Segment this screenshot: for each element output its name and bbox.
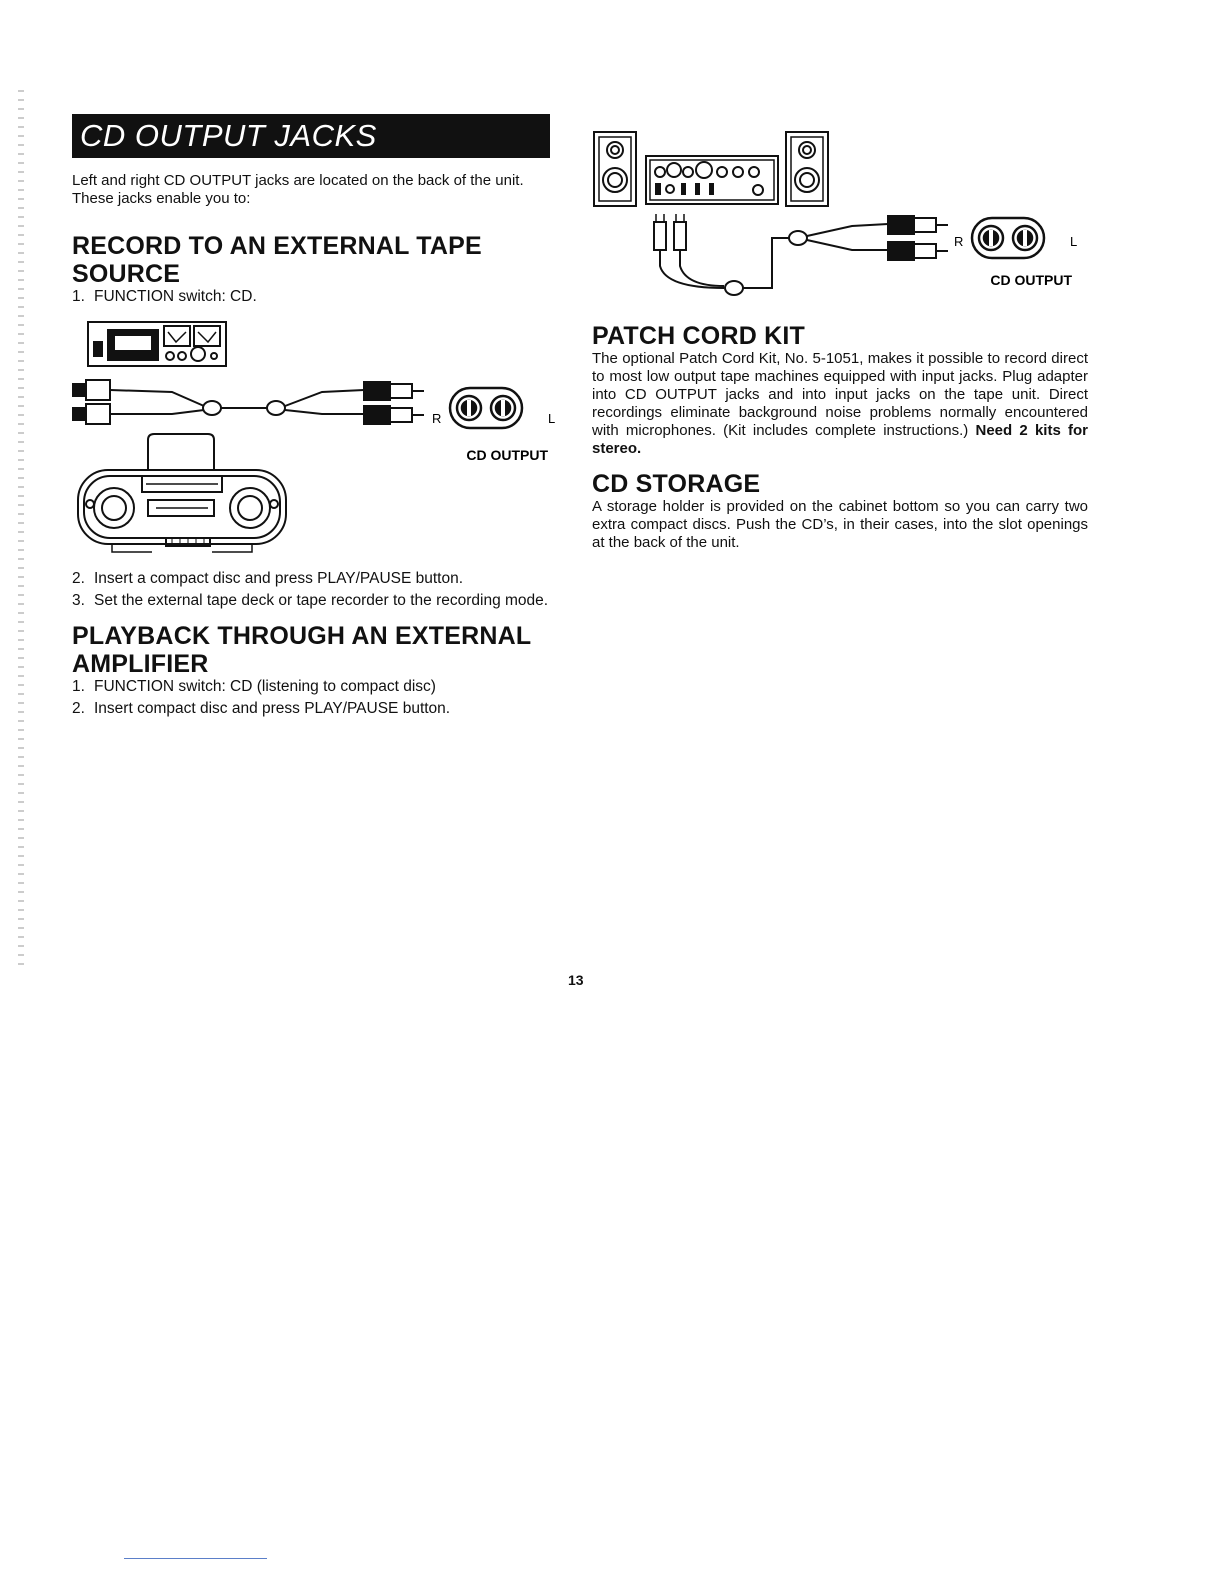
page-number: 13 bbox=[568, 972, 584, 988]
playback-step-2 bbox=[72, 700, 558, 718]
cd-output-jacks-icon bbox=[450, 388, 522, 428]
amplifier-connection-figure bbox=[592, 128, 1088, 304]
patch-cord-text bbox=[592, 350, 1088, 458]
step-number: 2. bbox=[72, 700, 85, 717]
jack-l-label: L bbox=[1070, 234, 1078, 249]
amplifier-icon bbox=[646, 156, 778, 204]
intro-text: Left and right CD OUTPUT jacks are located on the back of the unit. These jacks enable you to: bbox=[72, 172, 524, 207]
step-text: Insert compact disc and press PLAY/PAUSE button. bbox=[94, 700, 451, 717]
cd-output-jacks-icon bbox=[972, 218, 1044, 258]
step-number: 1. bbox=[72, 678, 85, 695]
bottom-rule bbox=[124, 1558, 267, 1559]
patch-cord-heading: PATCH CORD KIT bbox=[592, 322, 805, 350]
step-number: 1. bbox=[72, 288, 85, 305]
step-text: FUNCTION switch: CD. bbox=[94, 288, 257, 305]
step-text: Set the external tape deck or tape recorder to the recording mode. bbox=[94, 592, 549, 609]
cd-storage-text: A storage holder is provided on the cabinet bottom so you can carry two extra compact discs. Push the CD’s, in their cases, into the slot openings at the back of the unit. bbox=[592, 498, 1088, 551]
record-step-3 bbox=[72, 592, 558, 610]
patch-cable-icon bbox=[72, 380, 424, 424]
left-speaker-icon bbox=[594, 132, 636, 206]
tape-connection-figure bbox=[72, 320, 558, 558]
cd-storage-heading: CD STORAGE bbox=[592, 470, 761, 498]
left-column bbox=[72, 114, 558, 718]
record-step-list-a bbox=[72, 288, 558, 306]
playback-step-list bbox=[72, 678, 558, 718]
patch-cord-note: Need 2 kits for stereo. bbox=[592, 422, 1089, 457]
right-speaker-icon bbox=[786, 132, 828, 206]
step-text: Insert a compact disc and press PLAY/PAUSE button. bbox=[94, 570, 464, 587]
scan-edge-marks bbox=[18, 90, 24, 970]
jack-r-label: R bbox=[954, 234, 964, 249]
jack-l-label: L bbox=[548, 411, 556, 426]
patch-cable-icon bbox=[654, 214, 948, 295]
page-title: CD OUTPUT JACKS bbox=[72, 114, 550, 158]
record-step-1 bbox=[72, 288, 558, 306]
record-step-2 bbox=[72, 570, 558, 588]
right-column bbox=[592, 128, 1088, 552]
step-text: FUNCTION switch: CD (listening to compact disc) bbox=[94, 678, 436, 695]
boombox-icon bbox=[78, 434, 286, 552]
record-heading: RECORD TO AN EXTERNAL TAPE SOURCE bbox=[72, 232, 482, 288]
cd-output-label: CD OUTPUT bbox=[466, 447, 548, 463]
cd-output-label: CD OUTPUT bbox=[990, 272, 1072, 288]
playback-heading: PLAYBACK THROUGH AN EXTERNAL AMPLIFIER bbox=[72, 622, 531, 678]
jack-r-label: R bbox=[432, 411, 442, 426]
step-number: 2. bbox=[72, 570, 85, 587]
tape-deck-icon bbox=[88, 322, 226, 366]
record-step-list-b bbox=[72, 570, 558, 610]
step-number: 3. bbox=[72, 592, 85, 609]
playback-step-1 bbox=[72, 678, 558, 696]
patch-cord-body: The optional Patch Cord Kit, No. 5-1051, makes it possible to record direct to most low output tape machines equipped with input jacks. Plug adapter into CD OUTPUT jacks and into input jacks on the tape unit. Direct recordings eliminate background noise problems normally encountered with microphones. (Kit includes complete instructions.) bbox=[592, 350, 1088, 439]
